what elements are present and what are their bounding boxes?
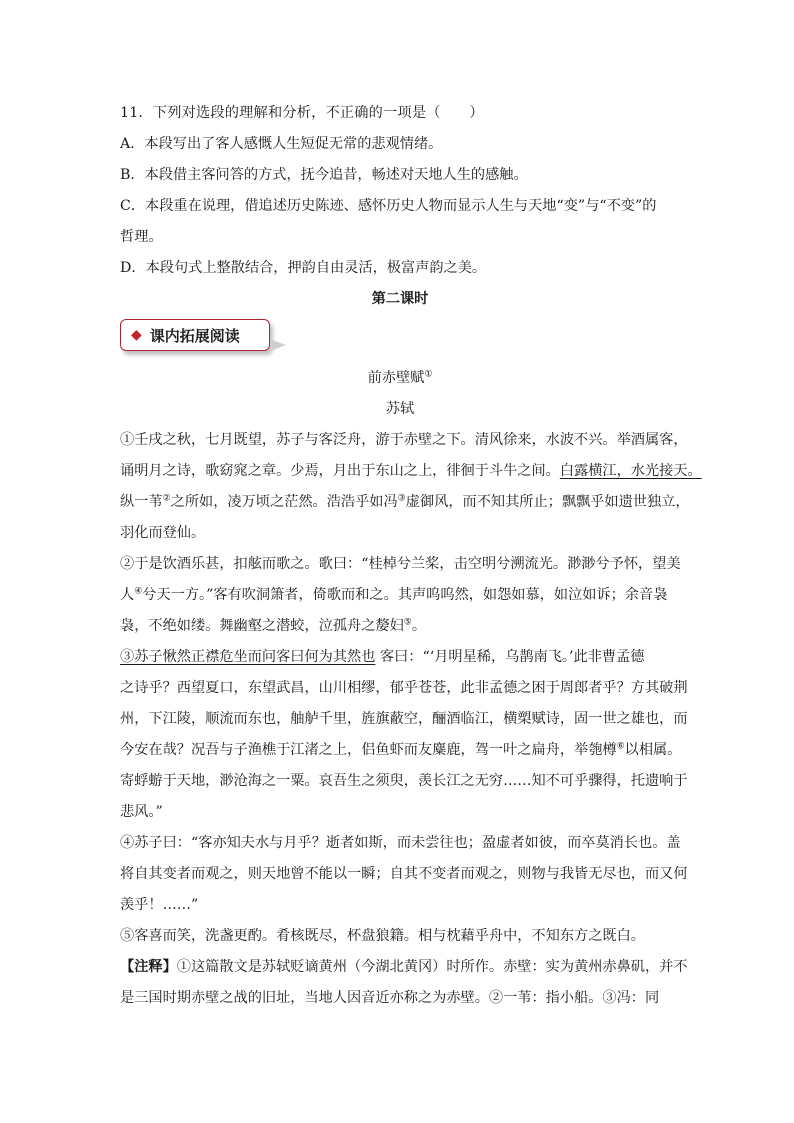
notes-line-1 — [120, 952, 688, 983]
p1-line-3-c: 虚御风，而不知其所止；飘飘乎如遗世独立， — [405, 494, 690, 510]
p2-line-2-b: 兮天一方。”客有吹洞箫者，倚歌而和之。其声呜呜然，如怨如慕，如泣如诉；余音袅 — [142, 587, 668, 603]
p2-line-3 — [120, 611, 680, 642]
p3-line-4-b: 以相属。 — [624, 742, 682, 758]
p3-line-5: 寄蜉蝣于天地，渺沧海之一粟。哀吾生之须臾，羡长江之无穷……知不可乎骤得，托遗响于 — [120, 773, 688, 789]
notes — [120, 952, 688, 1014]
paragraph-1 — [120, 425, 702, 549]
note-marker: ⑤ — [403, 617, 412, 628]
paragraph-4 — [120, 828, 688, 921]
option-d: D．本段句式上整散结合，押韵自由灵活，极富声韵之美。 — [120, 260, 487, 276]
section-heading: 第二课时 — [371, 291, 429, 307]
p1-line-3-b: 之所如，凌万顷之茫然。浩浩乎如冯 — [170, 494, 398, 510]
option-b: B．本段借主客问答的方式，抚今追昔，畅述对天地人生的感触。 — [120, 167, 528, 183]
poem-title — [120, 363, 680, 394]
banner-label: 课内拓展阅读 — [149, 326, 240, 345]
p3-line-1 — [120, 642, 680, 673]
option-a: A．本段写出了客人感慨人生短促无常的悲观情绪。 — [120, 136, 443, 152]
p1-line-2-text: 诵明月之诗，歌窈窕之章。少焉，月出于东山之上，徘徊于斗牛之间。 — [120, 463, 560, 479]
poem-author: 苏轼 — [385, 401, 415, 417]
note-marker: ④ — [134, 586, 143, 597]
p2-line-2 — [120, 580, 680, 611]
note-marker: ③ — [397, 493, 406, 504]
paragraph-2 — [120, 549, 680, 642]
p1-line-3-a: 纵一苇 — [120, 494, 163, 510]
p2-line-3-a: 袅，不绝如缕。舞幽壑之潜蛟，泣孤舟之嫠妇 — [120, 618, 404, 634]
notes-label: 【注释】 — [120, 959, 177, 975]
option-c: C．本段重在说理，借追述历史陈迹、感怀历史人物而显示人生与天地“变”与“不变”的 — [120, 198, 657, 214]
p3-line-4 — [120, 735, 680, 766]
notes-line-1-text: ①这篇散文是苏轼贬谪黄州（今湖北黄冈）时所作。赤壁：实为黄州赤鼻矶，并不 — [176, 959, 688, 975]
poem-title-note: ① — [424, 369, 433, 380]
question-stem: 11．下列对选段的理解和分析，不正确的一项是（ ） — [120, 105, 484, 121]
notes-line-2: 是三国时期赤壁之战的旧址，当地人因音近亦称之为赤壁。②一苇：指小船。③冯：同 — [120, 990, 660, 1006]
p5-line-1: ⑤客喜而笑，洗盏更酌。肴核既尽，杯盘狼籍。相与枕藉乎舟中，不知东方之既白。 — [120, 928, 645, 944]
p2-line-2-a: 人 — [120, 587, 135, 603]
p3-line-1-b: 客曰：“‘月明星稀，乌鹊南飞。’此非曹孟德 — [375, 649, 645, 665]
p1-line-3 — [120, 487, 690, 518]
banner-tail — [270, 339, 286, 351]
p4-line-1: ④苏子曰：“客亦知夫水与月乎？逝者如斯，而未尝往也；盈虚者如彼，而卒莫消长也。盖 — [120, 835, 681, 851]
p4-line-3: 羡乎！……” — [120, 897, 199, 913]
poem-title-text: 前赤壁赋 — [367, 370, 425, 386]
section-banner — [120, 319, 280, 353]
p1-line-1: ①壬戌之秋，七月既望，苏子与客泛舟，游于赤壁之下。清风徐来，水波不兴。举酒属客， — [120, 432, 688, 448]
banner-box — [120, 319, 270, 351]
p1-underlined-phrase: 白露横江，水光接天。 — [559, 463, 702, 479]
option-c-continued: 哲理。 — [120, 229, 163, 245]
p3-line-2: 之诗乎？西望夏口，东望武昌，山川相缪，郁乎苍苍，此非孟德之困于周郎者乎？方其破荆 — [120, 680, 688, 696]
diamond-icon: ◆ — [131, 327, 142, 343]
p4-line-2: 将自其变者而观之，则天地曾不能以一瞬；自其不变者而观之，则物与我皆无尽也，而又何 — [120, 866, 688, 882]
note-marker: ② — [162, 493, 171, 504]
p2-line-1: ②于是饮酒乐甚，扣舷而歌之。歌曰：“桂棹兮兰桨，击空明兮溯流光。渺渺兮予怀，望美 — [120, 556, 681, 572]
paragraph-3 — [120, 642, 688, 828]
p1-line-2 — [120, 456, 702, 487]
note-marker: ⑥ — [616, 741, 625, 752]
p2-line-3-b: 。 — [411, 618, 427, 634]
p1-line-4: 羽化而登仙。 — [120, 525, 206, 541]
p3-underlined-sentence: ③苏子愀然正襟危坐而问客曰何为其然也 — [120, 649, 376, 665]
p3-line-3: 州，下江陵，顺流而东也，舳舻千里，旌旗蔽空，酾酒临江，横槊赋诗，固一世之雄也，而 — [120, 711, 688, 727]
p3-line-4-a: 今安在哉？况吾与子渔樵于江渚之上，侣鱼虾而友麋鹿，驾一叶之扁舟，举匏樽 — [120, 742, 617, 758]
p3-line-6: 悲风。” — [120, 804, 163, 820]
paragraph-5 — [120, 921, 680, 952]
page-content — [120, 98, 702, 1014]
